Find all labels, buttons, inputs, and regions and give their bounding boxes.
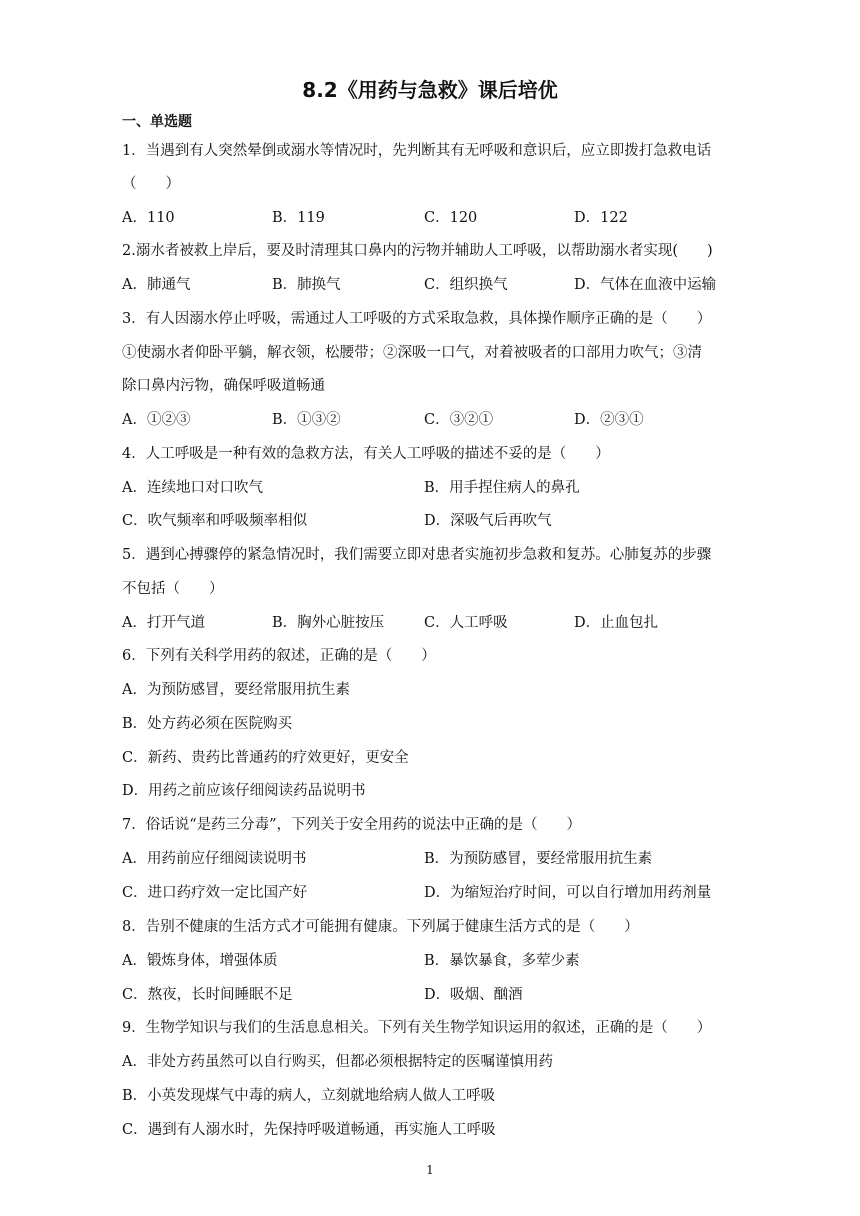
question-4-option-b: B．用手捏住病人的鼻孔	[424, 480, 580, 496]
question-1-option-a: A．110	[122, 210, 175, 226]
question-4-option-a: A．连续地口对口吹气	[122, 480, 263, 496]
question-9-stem: 9．生物学知识与我们的生活息息相关。下列有关生物学知识运用的叙述，正确的是（ ）	[122, 1020, 712, 1036]
question-8-option-b: B．暴饮暴食，多荤少素	[424, 953, 580, 969]
question-6-option-b: B．处方药必须在医院购买	[122, 716, 293, 732]
question-8-option-a: A．锻炼身体，增强体质	[122, 953, 278, 969]
question-6-option-d: D．用药之前应该仔细阅读药品说明书	[122, 783, 366, 799]
section-heading: 一、单选题	[122, 114, 192, 130]
page-number: 1	[426, 1163, 434, 1177]
question-3-option-a: A．①②③	[122, 412, 191, 428]
question-6-stem: 6．下列有关科学用药的叙述，正确的是（ ）	[122, 648, 436, 664]
question-5-option-b: B．胸外心脏按压	[272, 615, 385, 631]
question-1-stem-cont: （ ）	[122, 176, 180, 192]
question-1-option-b: B．119	[272, 210, 325, 226]
question-7-option-d: D．为缩短治疗时间，可以自行增加用药剂量	[424, 885, 712, 901]
question-5-option-c: C．人工呼吸	[424, 615, 508, 631]
question-9-option-c: C．遇到有人溺水时，先保持呼吸道畅通，再实施人工呼吸	[122, 1122, 496, 1138]
question-3-stem: 3．有人因溺水停止呼吸，需通过人工呼吸的方式采取急救，具体操作顺序正确的是（ ）	[122, 311, 712, 327]
question-4-option-d: D．深吸气后再吹气	[424, 513, 552, 529]
question-3-option-c: C．③②①	[424, 412, 494, 428]
question-1-option-d: D．122	[574, 210, 628, 226]
question-2-option-d: D．气体在血液中运输	[574, 277, 717, 293]
question-4-stem: 4．人工呼吸是一种有效的急救方法，有关人工呼吸的描述不妥的是（ ）	[122, 446, 610, 462]
question-5-option-d: D．止血包扎	[574, 615, 659, 631]
question-6-option-a: A．为预防感冒，要经常服用抗生素	[122, 682, 350, 698]
question-3-stem-cont2: 除口鼻内污物，确保呼吸道畅通	[122, 378, 325, 394]
question-2-option-b: B．肺换气	[272, 277, 341, 293]
question-5-stem: 5．遇到心搏骤停的紧急情况时，我们需要立即对患者实施初步急救和复苏。心肺复苏的步骤	[122, 547, 712, 563]
question-1-option-c: C．120	[424, 210, 478, 226]
question-8-option-d: D．吸烟、酗酒	[424, 987, 523, 1003]
question-1-stem: 1．当遇到有人突然晕倒或溺水等情况时，先判断其有无呼吸和意识后，应立即拨打急救电话	[122, 143, 712, 159]
question-8-stem: 8．告别不健康的生活方式才可能拥有健康。下列属于健康生活方式的是（ ）	[122, 919, 639, 935]
question-3-option-d: D．②③①	[574, 412, 644, 428]
question-2-stem: 2.溺水者被救上岸后，要及时清理其口鼻内的污物并辅助人工呼吸，以帮助溺水者实现( )	[122, 243, 713, 259]
question-2-option-c: C．组织换气	[424, 277, 508, 293]
question-9-option-a: A．非处方药虽然可以自行购买，但都必须根据特定的医嘱谨慎用药	[122, 1054, 553, 1070]
question-9-option-b: B．小英发现煤气中毒的病人，立刻就地给病人做人工呼吸	[122, 1088, 496, 1104]
question-2-option-a: A．肺通气	[122, 277, 191, 293]
question-6-option-c: C．新药、贵药比普通药的疗效更好，更安全	[122, 750, 409, 766]
question-5-stem-cont: 不包括（ ）	[122, 581, 224, 597]
question-7-stem: 7．俗话说“是药三分毒”，下列关于安全用药的说法中正确的是（ ）	[122, 817, 582, 833]
question-8-option-c: C．熬夜，长时间睡眠不足	[122, 987, 293, 1003]
page-title: 8.2《用药与急救》课后培优	[302, 78, 558, 102]
question-7-option-a: A．用药前应仔细阅读说明书	[122, 851, 307, 867]
question-3-option-b: B．①③②	[272, 412, 341, 428]
question-4-option-c: C．吹气频率和呼吸频率相似	[122, 513, 308, 529]
question-3-stem-cont: ①使溺水者仰卧平躺，解衣领，松腰带；②深吸一口气，对着被吸者的口部用力吹气；③清	[122, 345, 702, 361]
question-5-option-a: A．打开气道	[122, 615, 205, 631]
question-7-option-b: B．为预防感冒，要经常服用抗生素	[424, 851, 653, 867]
question-7-option-c: C．进口药疗效一定比国产好	[122, 885, 308, 901]
